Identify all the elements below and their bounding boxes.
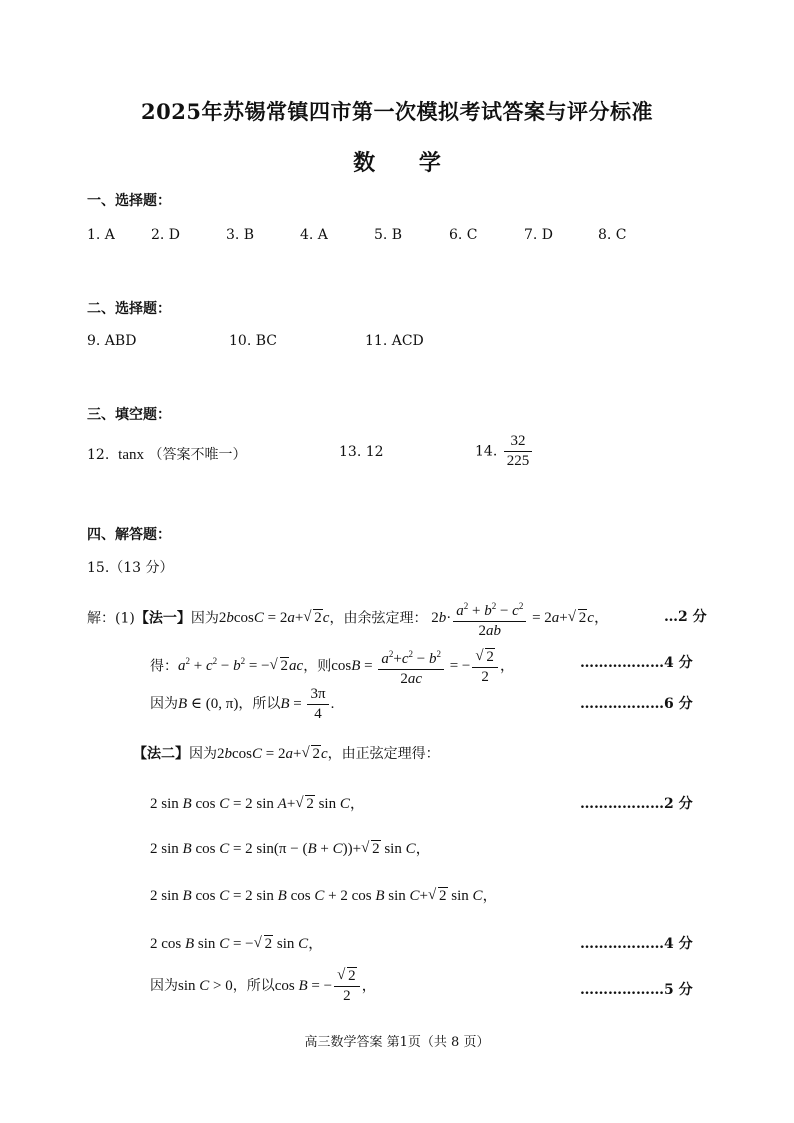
formula-cosine-law: 2b· $\frac{a^2 + b^2 - c^2}{2ab}$ = 2a+√ 2c， [427, 610, 608, 626]
score-6: ………………6 分 [580, 696, 693, 712]
formula-sinC: sin C > 0 [178, 977, 233, 994]
subject-title: 数 学 [353, 150, 459, 176]
formula-m2-step2: 2 sin B cos C = 2 sin(π − (B + C))+√ 2 sin C， [150, 837, 431, 858]
formula-given: 2bcosC = 2a+√ 2c [219, 610, 330, 626]
score-2: …2 分 [664, 609, 707, 625]
text-then: ，则 [303, 658, 332, 675]
formula-cosB-2: cos B = − √ $\frac{2}{2}$ ， [275, 978, 377, 994]
formula-cosB: cosB = $\frac{a^2+c^2 - b^2}{2ac}$ = − √ $\frac{2}{2}$ ， [331, 658, 515, 674]
answer-12-value: tanx [118, 447, 144, 463]
section-heading-fill: 三、填空题： [87, 407, 171, 423]
answer-12-note: （答案不唯一） [148, 447, 247, 463]
text-sine-law: ，由正弦定理得： [327, 746, 440, 762]
solution-line-2 [150, 646, 515, 688]
answer-14-numerator: 32 [504, 433, 533, 452]
formula-range: B ∈ (0, π) [178, 695, 239, 712]
score-m2-5: ………………5 分 [580, 982, 693, 998]
score-m2-2: ………………2 分 [580, 796, 693, 812]
answer-11: 11. ACD [365, 333, 424, 349]
method-2-line [133, 743, 440, 763]
score-m2-4: ………………4 分 [580, 936, 693, 952]
formula-m2-step4: 2 cos B sin C = −√ 2 sin C， [150, 932, 323, 953]
score-4: ………………4 分 [580, 655, 693, 671]
method-2-label: 【法二】 [133, 746, 189, 762]
answer-2: 2. D [151, 227, 181, 243]
text-because-2: 因为 [150, 695, 178, 712]
formula-m2-step3: 2 sin B cos C = 2 sin B cos C + 2 cos B sin C+√ 2 sin C， [150, 884, 498, 905]
formula-rearranged: $a^2 + c^2 - b^2$ = −√ 2ac [178, 658, 303, 674]
question-15-label: 15.（13 分） [87, 560, 174, 576]
formula-given-2: 2bcosC = 2a+√ 2c [217, 746, 328, 762]
section-heading-choice: 一、选择题： [87, 193, 171, 209]
answer-5: 5. B [374, 227, 403, 243]
answer-8: 8. C [598, 227, 627, 243]
answer-10: 10. BC [229, 333, 277, 349]
answer-6: 6. C [449, 227, 478, 243]
answer-1: 1. A [87, 227, 115, 243]
formula-m2-step1: 2 sin B cos C = 2 sin A+√ 2 sin C， [150, 792, 365, 813]
text-get: 得： [150, 658, 178, 675]
solution-prefix: 解：(1) [87, 610, 135, 627]
section-heading-solve: 四、解答题： [87, 527, 171, 543]
text-so-2: ，所以 [232, 977, 275, 994]
answer-4: 4. A [300, 227, 328, 243]
text-because-4: 因为 [150, 977, 178, 994]
formula-B-value: B = $\frac{3\pi}{4}$ . [280, 686, 335, 722]
text-because: 因为 [190, 610, 219, 627]
answer-14-fraction [504, 433, 533, 470]
solution-last-line [150, 968, 377, 1005]
solution-line-1 [87, 598, 609, 640]
answer-14-label: 14. [475, 443, 498, 460]
text-so: ，所以 [238, 695, 281, 712]
text-cosine-law: ，由余弦定理： [329, 610, 428, 627]
answer-14 [475, 433, 534, 470]
page-footer: 高三数学答案 第1页（共 8 页） [304, 1035, 490, 1050]
method-1-label: 【法一】 [134, 610, 191, 627]
answer-9: 9. ABD [87, 333, 137, 349]
answer-12 [87, 444, 246, 464]
page-title: 2025年苏锡常镇四市第一次模拟考试答案与评分标准 [141, 99, 653, 124]
answer-12-label: 12. [87, 447, 110, 463]
answer-13: 13. 12 [339, 444, 384, 460]
solution-line-3 [150, 686, 334, 723]
text-because-3: 因为 [189, 746, 217, 762]
section-heading-multi: 二、选择题： [87, 301, 171, 317]
answer-14-denominator: 225 [506, 453, 530, 469]
answer-7: 7. D [524, 227, 554, 243]
answer-3: 3. B [226, 227, 255, 243]
